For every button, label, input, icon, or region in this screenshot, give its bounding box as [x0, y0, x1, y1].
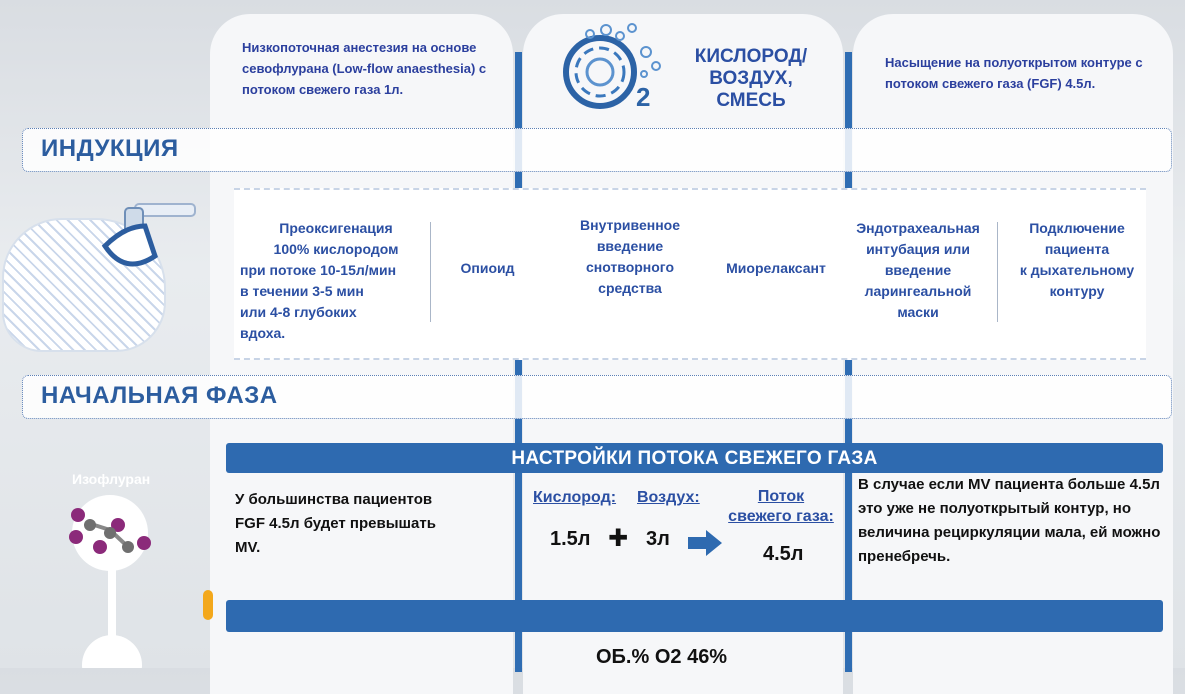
low-flow-description: Низкопоточная анестезия на основе севофлурана (Low-flow anaesthesia) с потоком свежего газа 1л.: [242, 40, 487, 97]
fresh-gas-right-note: В случае если MV пациента больше 4.5л это уже не полуоткрытый контур, но величина рециркуляции мала, ей можно пренебречь.: [858, 476, 1161, 565]
fresh-gas-title: НАСТРОЙКИ ПОТОКА СВЕЖЕГО ГАЗА: [511, 448, 878, 469]
isoflurane-molecule-icon: [60, 495, 170, 668]
o2-percent-value: ОБ.% О2 46%: [596, 646, 728, 668]
step-connect-line1: Подключение: [1029, 220, 1125, 236]
oxygen-value: 1.5л: [550, 528, 591, 550]
step-preoxygenation: [240, 218, 432, 344]
step-preox-line2: 100% кислородом: [273, 241, 399, 257]
step-iv-hypnotic: [560, 215, 700, 299]
semi-open-description: Насыщение на полуоткрытом контуре с потоком свежего газа (FGF) 4.5л.: [885, 55, 1143, 91]
initial-phase-label: НАЧАЛЬНАЯ ФАЗА: [41, 382, 278, 409]
flow-value: 4.5л: [763, 543, 804, 565]
step-intubation: [842, 218, 994, 323]
step-intubation-line4: ларингеальной: [864, 283, 972, 299]
oxygen-label: Кислород:: [533, 489, 617, 506]
step-opioid: [440, 258, 535, 279]
step-intubation-line5: маски: [897, 304, 939, 320]
step-iv-line3: снотворного: [585, 259, 675, 275]
step-muscle-relaxant: [712, 258, 840, 279]
o2-percent-bar: [226, 600, 1163, 632]
fresh-gas-left-note: У большинства пациентов FGF 4.5л будет превышать MV.: [235, 491, 436, 556]
step-iv-line1: Внутривенное: [580, 217, 680, 233]
oxygen-title-line1: КИСЛОРОД/: [694, 46, 808, 67]
arrow-right-icon: [686, 528, 724, 558]
step-intubation-line3: введение: [884, 262, 952, 278]
oxygen-title: [676, 46, 826, 112]
flow-label-line2: свежего газа:: [728, 508, 834, 525]
step-preox-line5: или 4-8 глубоких: [240, 304, 357, 320]
step-preox-line6: вдоха.: [240, 325, 286, 341]
step-iv-line2: введение: [596, 238, 664, 254]
step-connect-patient: [1003, 218, 1151, 302]
air-label: Воздух:: [637, 489, 700, 506]
flow-label-line1: Поток: [757, 488, 805, 505]
induction-band: [22, 128, 1172, 172]
step-connect-line2: пациента: [1044, 241, 1110, 257]
breathing-tube-icon: [95, 196, 200, 286]
step-separator: [430, 222, 431, 322]
air-value: 3л: [646, 528, 670, 550]
step-preox-line1: Преоксигенация: [279, 220, 393, 236]
step-iv-line4: средства: [598, 280, 662, 296]
step-preox-line4: в течении 3-5 мин: [240, 283, 364, 299]
oxygen-title-line3: СМЕСЬ: [716, 90, 786, 111]
oxygen-title-line2: ВОЗДУХ,: [709, 68, 793, 89]
step-preox-line3: при потоке 10-15л/мин: [240, 262, 397, 278]
step-connect-line4: контуру: [1049, 283, 1105, 299]
step-relaxant-line1: Миорелаксант: [726, 260, 826, 276]
plus-icon: ✚: [608, 525, 629, 552]
step-separator: [997, 222, 998, 322]
flow-label: [720, 487, 842, 527]
step-connect-line3: к дыхательному: [1019, 262, 1135, 278]
induction-label: ИНДУКЦИЯ: [41, 135, 179, 162]
orange-marker: [203, 590, 213, 620]
oxygen-logo-icon: [560, 22, 670, 114]
oxygen-logo-subscript: 2: [636, 82, 651, 112]
fresh-gas-header: [226, 443, 1163, 473]
step-intubation-line1: Эндотрахеальная: [856, 220, 980, 236]
step-opioid-line1: Опиоид: [460, 260, 515, 276]
isoflurane-label: Изофлуран: [72, 471, 151, 487]
initial-phase-band: [22, 375, 1172, 419]
step-intubation-line2: интубация или: [866, 241, 970, 257]
